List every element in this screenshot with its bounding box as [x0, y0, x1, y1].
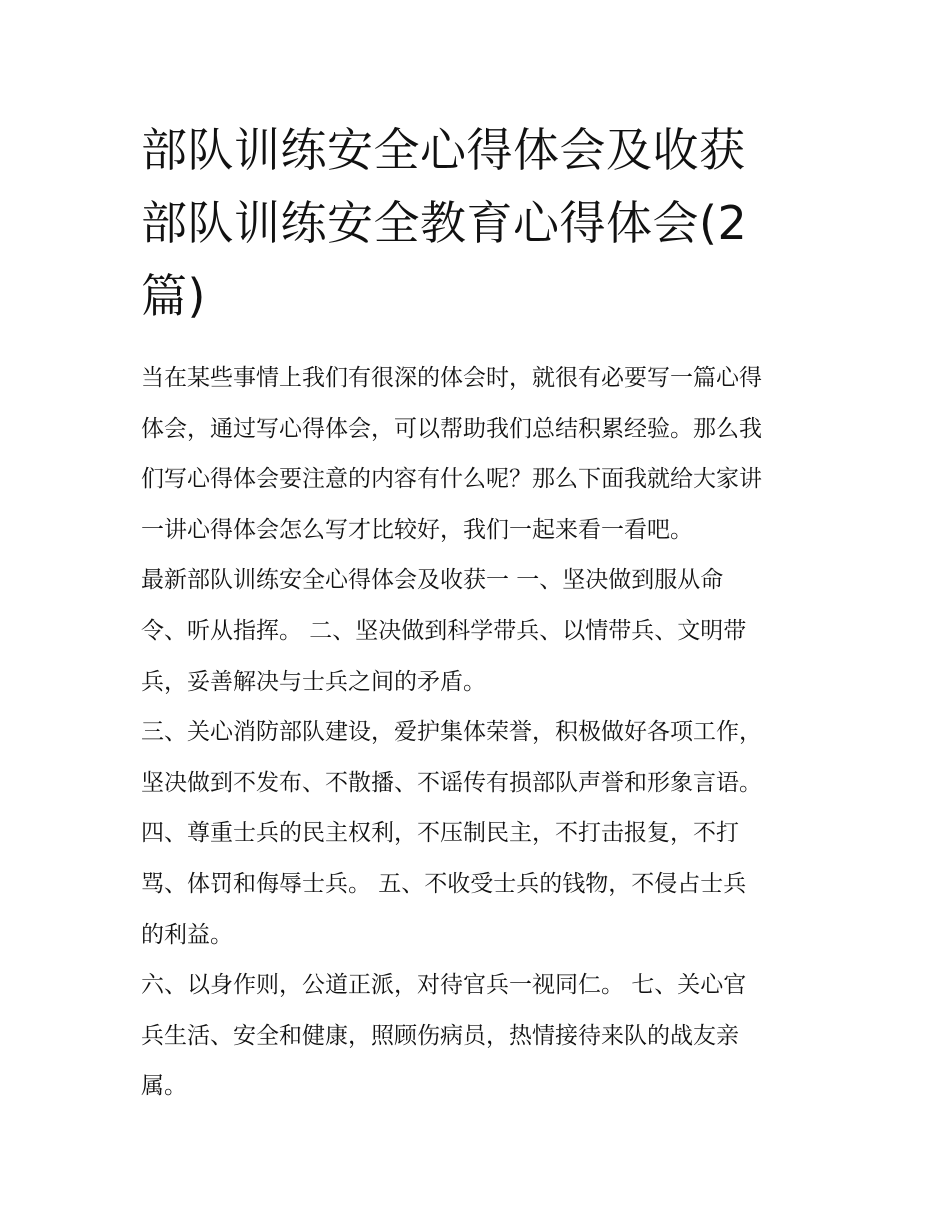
body-line: 一讲心得体会怎么写才比较好，我们一起来看一看吧。 [141, 516, 693, 543]
document-title [141, 114, 811, 333]
body-line: 六、以身作则，公道正派，对待官兵一视同仁。 七、关心官 [141, 972, 747, 999]
body-line: 兵生活、安全和健康，照顾伤病员，热情接待来队的战友亲 [141, 1022, 739, 1049]
body-line: 坚决做到不发布、不散播、不谣传有损部队声誉和形象言语。 [141, 769, 762, 796]
body-line: 骂、体罚和侮辱士兵。 五、不收受士兵的钱物，不侵占士兵 [141, 870, 747, 897]
body-line: 当在某些事情上我们有很深的体会时，就很有必要写一篇心得 [141, 365, 762, 391]
document-body [141, 353, 821, 1112]
body-line: 四、尊重士兵的民主权利，不压制民主，不打击报复，不打 [141, 820, 739, 847]
body-line: 的利益。 [141, 921, 233, 948]
body-line: 最新部队训练安全心得体会及收获一 一、坚决做到服从命 [141, 567, 724, 594]
body-line: 属。 [141, 1073, 187, 1100]
body-line: 们写心得体会要注意的内容有什么呢？那么下面我就给大家讲 [141, 466, 762, 493]
body-line: 兵，妥善解决与士兵之间的矛盾。 [141, 668, 486, 695]
title-line: 部队训练安全教育心得体会(2 [141, 196, 748, 250]
title-line: 篇) [141, 269, 206, 323]
body-line: 三、关心消防部队建设，爱护集体荣誉，积极做好各项工作， [141, 719, 762, 746]
title-line: 部队训练安全心得体会及收获 [141, 123, 746, 177]
body-line: 令、听从指挥。 二、坚决做到科学带兵、以情带兵、文明带 [141, 617, 747, 644]
body-line: 体会，通过写心得体会，可以帮助我们总结积累经验。那么我 [141, 415, 762, 442]
